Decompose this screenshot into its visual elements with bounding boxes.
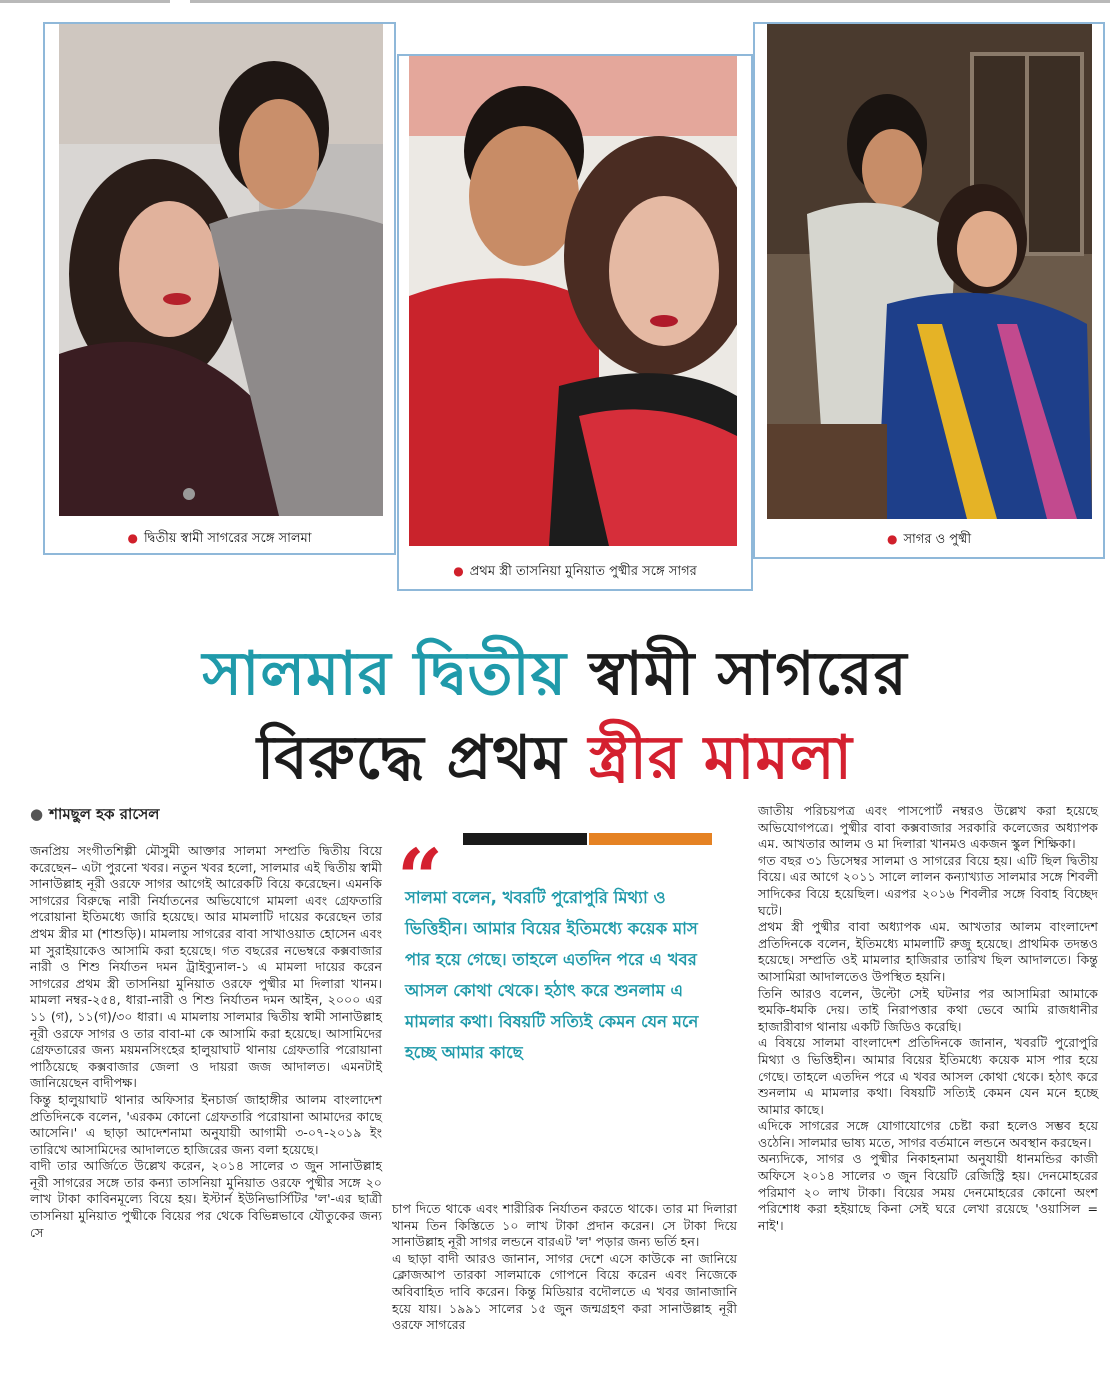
photo-right	[767, 24, 1092, 519]
top-divider	[190, 0, 1110, 3]
photo-card-left	[43, 22, 396, 555]
paragraph: এ বিষয়ে সালমা বাংলাদেশ প্রতিদিনকে জানান, খবরটি পুরোপুরি মিথ্যা ও ভিত্তিহীন। আমার বিয়ের ইতিমধ্যে কয়েক মাস পার হয়ে গেছে। তাহলে এতদিন পরে এ খবর আসল কোথা থেকে। হঠাৎ করে শুনলাম এ মামলার কথা। বিষয়টি সত্যিই কেমন যেন মনে হচ্ছে আমার কাছে।	[758, 1035, 1098, 1117]
paragraph: জনপ্রিয় সংগীতশিল্পী মৌসুমী আক্তার সালমা সম্প্রতি দ্বিতীয় বিয়ে করেছেন– এটা পুরনো খবর। নতুন খবর হলো, সালমার এই দ্বিতীয় স্বামী সানাউল্লাহ নূরী ওরফে সাগর আগেই আরেকটি বিয়ে করেছেন। এমনকি সাগরের বিরুদ্ধে নারী নির্যাতনের অভিযোগে মামলা এবং গ্রেফতারি পরোয়ানা ইতিমধ্যে জারি হয়েছে। আর মামলাটি দায়ের করেছেন তার প্রথম স্ত্রীর মা (শাশুড়ি)। মামলায় সাগরের বাবা সাখাওয়াত হোসেন এবং মা সুরাইয়াকেও আসামি করা হয়েছে। গত বছরের নভেম্বরে কক্সবাজার নারী ও শিশু নির্যাতন দমন ট্রাইব্যুনাল-১ এ মামলা দায়ের করেন সাগরের প্রথম স্ত্রী তাসনিয়া মুনিয়াত ওরফে পুষ্মীর মা দিলারা খানম। মামলা নম্বর-২৫৪, ধারা-নারী ও শিশু নির্যাতন দমন আইন, ২০০০ এর ১১ (গ), ১১(গ)/৩০ ধারা। এ মামলায় সালমার দ্বিতীয় স্বামী সানাউল্লাহ নূরী ওরফে সাগর ও তার বাবা-মা কে আসামি করা হয়েছে। আসামিদের গ্রেফতারের জন্য ময়মনসিংহের হালুয়াঘাট থানায় গ্রেফতারি পরোয়ানা পাঠিয়েছে কক্সবাজার জেলা ও দায়রা জজ আদালত। এমনটাই জানিয়েছেন বাদীপক্ষ।	[30, 843, 382, 1091]
paragraph: চাপ দিতে থাকে এবং শারীরিক নির্যাতন করতে থাকে। তার মা দিলারা খানম তিন কিস্তিতে ১০ লাখ টাকা প্রদান করেন। সে টাকা দিয়ে সানাউল্লাহ নূরী সাগর লন্ডনে বারএট 'ল' পড়ার জন্য ভর্তি হন।	[392, 1201, 737, 1250]
bullet-icon: ●	[453, 564, 464, 578]
article-column-1	[30, 843, 382, 1241]
bullet-icon: ●	[127, 531, 138, 545]
photo-center	[409, 56, 737, 546]
photo-card-center	[397, 54, 753, 591]
article-column-3	[758, 803, 1098, 1234]
headline-part: স্বামী সাগরের	[588, 639, 908, 709]
top-divider	[0, 0, 170, 3]
photo-caption-right: ● সাগর ও পুষ্মী	[886, 532, 972, 547]
paragraph: গত বছর ৩১ ডিসেম্বর সালমা ও সাগরের বিয়ে হয়। এটি ছিল দ্বিতীয় বিয়ে। এর আগে ২০১১ সালে লালন কন্যাখ্যাত সালমার সঙ্গে শিবলী সাদিকের বিয়ে হয়েছিল। এরপর ২০১৬ শিবলীর সঙ্গে বিবাহ বিচ্ছেদ ঘটে।	[758, 852, 1098, 918]
paragraph: তিনি আরও বলেন, উল্টো সেই ঘটনার পর আসামিরা আমাকে হুমকি-ধমকি দেয়। তাই নিরাপত্তার কথা ভেবে আমি রাজধানীর হাজারীবাগ থানায় একটি জিডিও করেছি।	[758, 985, 1098, 1034]
headline-part: স্ত্রীর মামলা	[588, 723, 853, 793]
photo-left	[59, 24, 383, 516]
bullet-icon: ●	[886, 532, 898, 546]
headline-line-2	[0, 720, 1110, 796]
quote-mark-icon: “	[397, 831, 444, 925]
headline-line-1	[0, 636, 1110, 712]
paragraph: কিন্তু হালুয়াঘাট থানার অফিসার ইনচার্জ জাহাঙ্গীর আলম বাংলাদেশ প্রতিদিনকে বলেন, 'এরকম কোনো গ্রেফতারি পরোয়ানা আমাদের কাছে আসেনি।' এ ছাড়া আদেশনামা অনুযায়ী আগামী ৩-০৭-২০১৯ ইং তারিখে আসামিদের আদালতে হাজিরের জন্য বলা হয়েছে।	[30, 1091, 382, 1157]
photo-caption-left: ● দ্বিতীয় স্বামী সাগরের সঙ্গে সালমা	[127, 531, 312, 546]
photo-card-right	[753, 22, 1105, 559]
quote-rule-black	[463, 833, 587, 845]
byline: ● শামছুল হক রাসেল	[30, 805, 160, 823]
paragraph: প্রথম স্ত্রী পুষ্মীর বাবা অধ্যাপক এম. আখতার আলম বাংলাদেশ প্রতিদিনকে বলেন, ইতিমধ্যে মামলাটি রুজু হয়েছে। প্রাথমিক তদন্তও হয়েছে। সম্প্রতি ওই মামলার হাজিরার তারিখ ছিল আদালতে। কিন্তু আসামিরা আদালতেও উপস্থিত হয়নি।	[758, 919, 1098, 984]
paragraph: বাদী তার আর্জিতে উল্লেখ করেন, ২০১৪ সালের ৩ জুন সানাউল্লাহ নূরী সাগরের সঙ্গে তার কন্যা তাসনিয়া মুনিয়াত ওরফে পুষ্মীর সঙ্গে ২০ লাখ টাকা কাবিনমূল্যে বিয়ে হয়। ইস্টার্ন ইউনিভার্সিটির 'ল'-এর ছাত্রী তাসনিয়া মুনিয়াত পুষ্মীকে বিয়ের পর থেকে বিভিন্নভাবে যৌতুকের জন্য সে	[30, 1158, 382, 1240]
pull-quote: সালমা বলেন, খবরটি পুরোপুরি মিথ্যা ও ভিত্তিহীন। আমার বিয়ের ইতিমধ্যে কয়েক মাস পার হয়ে গেছে। তাহলে এতদিন পরে এ খবর আসল কোথা থেকে। হঠাৎ করে শুনলাম এ মামলার কথা। বিষয়টি সত্যিই কেমন যেন মনে হচ্ছে আমার কাছে	[405, 888, 699, 1062]
headline-part: সালমার দ্বিতীয়	[202, 639, 568, 709]
paragraph: এ ছাড়া বাদী আরও জানান, সাগর দেশে এসে কাউকে না জানিয়ে ক্লোজআপ তারকা সালমাকে গোপনে বিয়ে করেন এবং নিজেকে অবিবাহিত দাবি করেন। কিন্তু মিডিয়ার বদৌলতে এ খবর জানাজানি হয়ে যায়। ১৯৯১ সালের ১৫ জুন জন্মগ্রহণ করা সানাউল্লাহ নূরী ওরফে সাগরের	[392, 1250, 737, 1333]
paragraph: অন্যদিকে, সাগর ও পুষ্মীর নিকাহনামা অনুযায়ী ধানমন্ডির কাজী অফিসে ২০১৪ সালের ৩ জুন বিয়েটি রেজিস্ট্রি হয়। দেনমোহরের পরিমাণ ২০ লাখ টাকা। বিয়ের সময় দেনমোহরের কোনো অংশ পরিশোধ করা হইয়াছে কিনা সেই ঘরে লেখা রয়েছে 'ওয়াসিল = নাই'।	[758, 1151, 1098, 1233]
quote-rule-orange	[589, 833, 712, 845]
photo-caption-center: ● প্রথম স্ত্রী তাসনিয়া মুনিয়াত পুষ্মীর সঙ্গে সাগর	[453, 564, 697, 579]
bullet-icon: ●	[30, 805, 44, 823]
paragraph: জাতীয় পরিচয়পত্র এবং পাসপোর্ট নম্বরও উল্লেখ করা হয়েছে অভিযোগপত্রে। পুষ্মীর বাবা কক্সবাজার সরকারি কলেজের অধ্যাপক এম. আখতার আলম ও মা দিলারা খানমও একজন স্কুল শিক্ষিকা।	[758, 803, 1098, 852]
paragraph: এদিকে সাগরের সঙ্গে যোগাযোগের চেষ্টা করা হলেও সম্ভব হয়ে ওঠেনি। সালমার ভাষ্য মতে, সাগর বর্তমানে লন্ডনে অবস্থান করছেন।	[758, 1118, 1098, 1150]
headline-part: বিরুদ্ধে প্রথম	[257, 723, 567, 793]
article-column-2	[392, 1201, 737, 1334]
